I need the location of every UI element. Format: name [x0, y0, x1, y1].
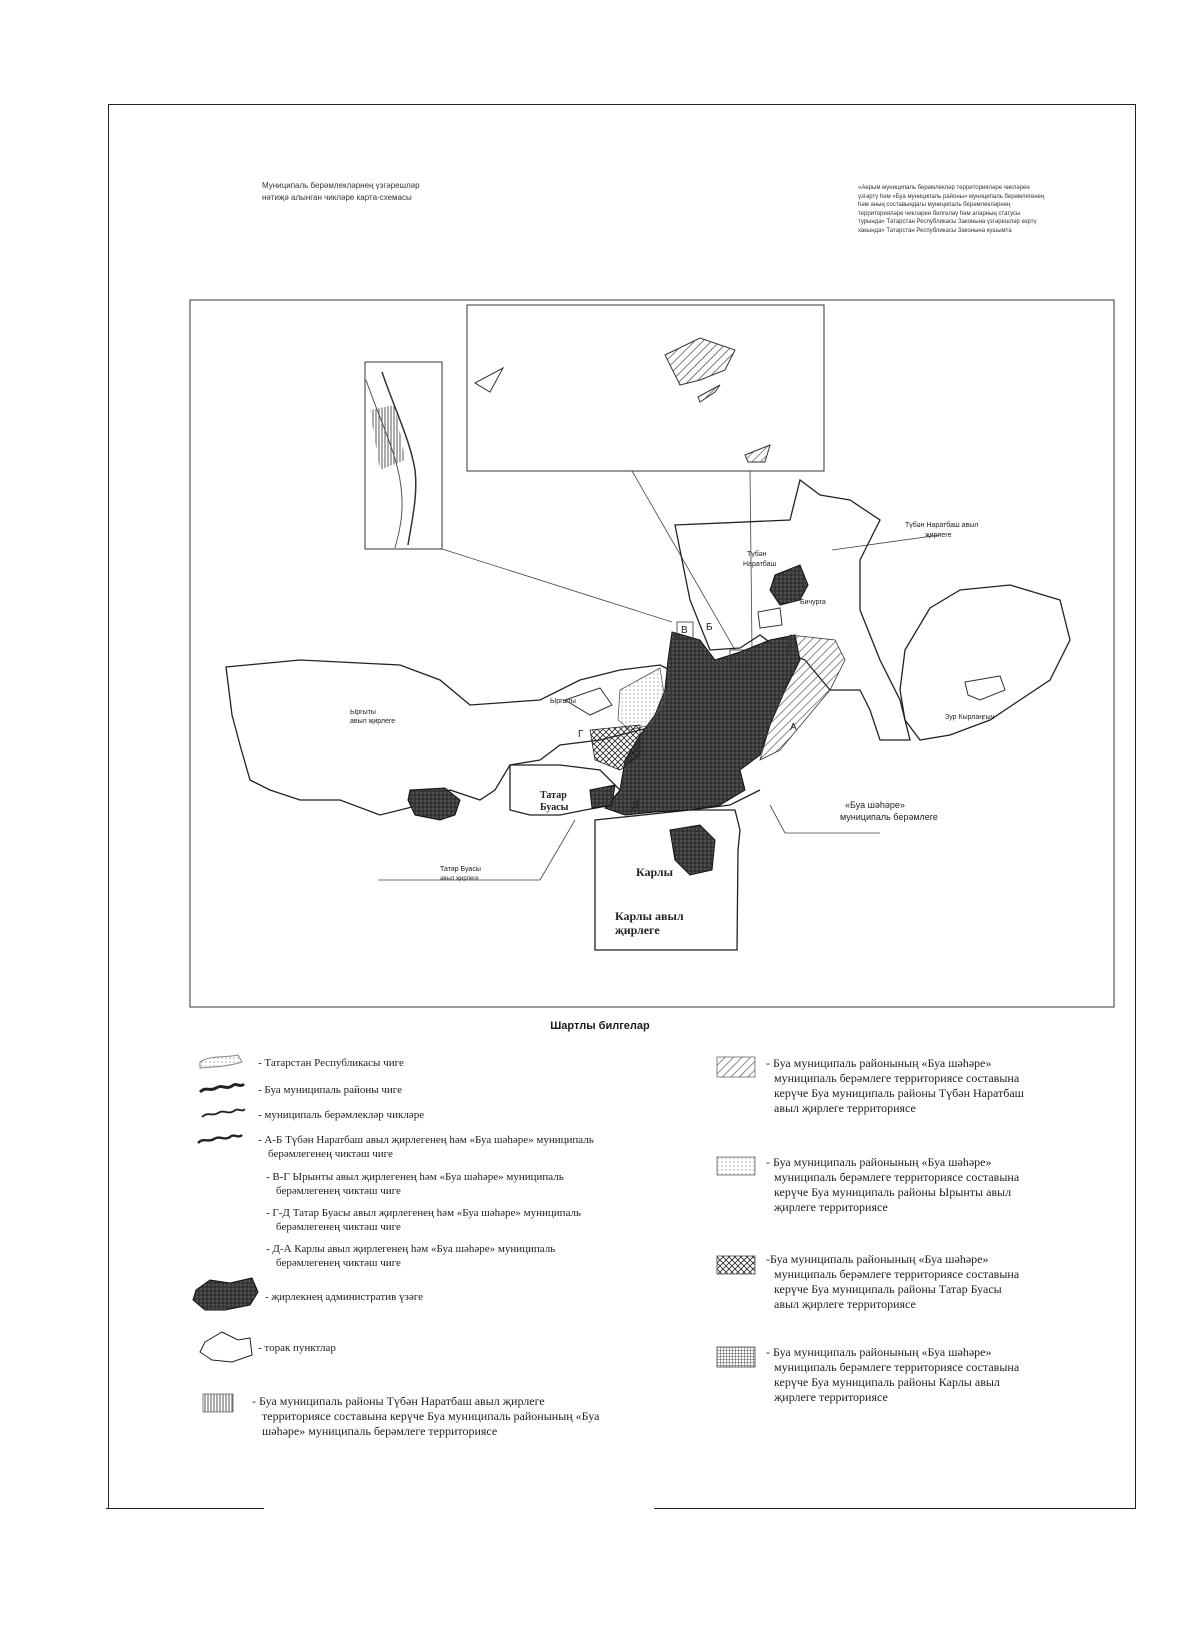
- label-bichurga: Бичурга: [800, 599, 826, 606]
- label-yrynty: Ыргыты: [550, 698, 576, 705]
- label-bua-city: муниципаль берәмлеге: [840, 812, 938, 822]
- law-note-line: хакында» Татарстан Республикасы Законына кушымта: [858, 227, 1012, 234]
- legend-text: муниципаль берәмлеге территориясе составына: [774, 1360, 1020, 1374]
- legend-text: авыл җирлеге территориясе: [774, 1101, 916, 1115]
- municipal-border-icon: [202, 1109, 245, 1117]
- label-tatar-region: авыл җирлеге: [440, 876, 479, 882]
- admin-center-icon: [193, 1278, 258, 1310]
- legend-item: [766, 1155, 1019, 1215]
- legend-text: берәмлегенең чиктәш чиге: [276, 1185, 401, 1197]
- legend-item: [258, 1133, 594, 1161]
- legend-text: муниципаль берәмлеге территориясе составына: [774, 1267, 1020, 1281]
- legend-text: җирлеге территориясе: [774, 1200, 888, 1214]
- legend-text: - В-Г Ырынты авыл җирлегенең һәм «Буа шәһәре» муниципаль: [266, 1171, 564, 1183]
- legend-text: - Буа муниципаль районы чиге: [258, 1084, 403, 1096]
- legend-text: - Буа муниципаль районының «Буа шәһәре»: [766, 1155, 992, 1169]
- legend-text: территориясе составына керүче Буа муниципаль районының «Буа: [262, 1409, 600, 1423]
- admin-center-tatar: [590, 785, 615, 808]
- label-karly-region: Карлы авыл: [615, 909, 684, 923]
- legend-text: - Г-Д Татар Буасы авыл җирлегенең һәм «Буа шәһәре» муниципаль: [266, 1207, 582, 1219]
- law-note-line: һәм аның составындагы муниципаль берәмлекләрнең: [858, 202, 1011, 208]
- legend-item: [766, 1056, 1024, 1116]
- legend-heading: Шартлы билгелар: [550, 1020, 650, 1032]
- vertical-hatch-icon: [203, 1394, 233, 1412]
- label-bua-city: «Буа шәһәре»: [845, 800, 905, 810]
- legend-text: - Буа муниципаль районы Түбән Наратбаш авыл җирлеге: [252, 1394, 545, 1408]
- diagonal-hatch-icon: [717, 1057, 755, 1077]
- legend-text: - Д-А Карлы авыл җирлегенең һәм «Буа шәһәре» муниципаль: [266, 1243, 556, 1255]
- legend-text: - җирлекнең административ үзәге: [265, 1291, 424, 1303]
- label-yrynty-region: авыл җирлеге: [350, 718, 396, 725]
- settlement-outline: [758, 608, 782, 628]
- legend-item: [258, 1341, 336, 1355]
- admin-center-karly: [670, 825, 715, 875]
- legend-item: [266, 1170, 564, 1198]
- legend-item: [766, 1345, 1019, 1405]
- law-note-line: турында» Татарстан Республикасы Законына үзгәрешләр кертү: [858, 219, 1037, 225]
- settlement-outline: [965, 676, 1005, 700]
- legend-text: муниципаль берәмлеге территориясе составына: [774, 1170, 1020, 1184]
- legend-text: - Буа муниципаль районының «Буа шәһәре»: [766, 1345, 992, 1359]
- map-title-line: нәтиҗә алынган чикләре карта-схемасы: [262, 193, 412, 202]
- law-note-line: «Аерым муниципаль берәмлекләр территорияләре чикләрен: [858, 185, 1030, 191]
- cross-hatch-icon: [717, 1256, 755, 1274]
- label-tatar-buasy: Буасы: [540, 802, 569, 813]
- republic-border-icon: [200, 1055, 242, 1068]
- label-tatar-buasy: Татар: [540, 790, 567, 801]
- legend-item: [265, 1290, 423, 1304]
- point-g-label: Г: [578, 729, 584, 740]
- label-zur-kyrlay: Зур Кырлаңгыч: [945, 714, 995, 721]
- legend-text: керүче Буа муниципаль районы Түбән Наратбаш: [774, 1086, 1024, 1100]
- legend-item: [252, 1394, 599, 1439]
- legend-item: [266, 1242, 555, 1270]
- settlement-icon: [200, 1332, 252, 1362]
- label-tuben-region: җирлеге: [925, 532, 952, 539]
- legend-text: берәмлегенең чиктәш чиге: [276, 1257, 401, 1269]
- district-border-icon: [200, 1084, 244, 1092]
- label-yrynty-region: Ыргыты: [350, 709, 376, 716]
- label-tuben-region: Түбән Наратбаш авыл: [905, 522, 979, 529]
- legend-text: берәмлегенең чиктәш чиге: [276, 1221, 401, 1233]
- legend-item: [766, 1252, 1019, 1312]
- legend-text: муниципаль берәмлеге территориясе составына: [774, 1071, 1020, 1085]
- inset-top: [467, 305, 824, 471]
- legend-text: - муниципаль берәмлекләр чикләре: [258, 1109, 425, 1121]
- label-karly: Карлы: [636, 865, 674, 879]
- point-a-label: А: [790, 722, 797, 733]
- legend-text: шәһәре» муниципаль берәмлеге территориясе: [262, 1424, 498, 1438]
- inset-left: [365, 362, 442, 549]
- label-tatar-region: Татар Буасы: [440, 866, 481, 873]
- grid-hatch-icon: [717, 1347, 755, 1367]
- legend-text: керүче Буа муниципаль районы Татар Буасы: [774, 1282, 1002, 1296]
- legend-text: - А-Б Түбән Наратбаш авыл җирлегенең һәм «Буа шәһәре» муниципаль: [258, 1134, 594, 1146]
- legend-text: -Буа муниципаль районының «Буа шәһәре»: [766, 1252, 989, 1266]
- legend-text: - Татарстан Республикасы чиге: [258, 1057, 404, 1069]
- label-tuben-village: Наратбаш: [743, 561, 777, 568]
- map-title-line: Муниципаль берәмлекләрнең үзгәрешләр: [262, 181, 420, 190]
- legend-text: - торак пунктлар: [258, 1342, 336, 1354]
- legend-text: берәмлегенең чиктәш чиге: [268, 1148, 393, 1160]
- legend-text: керүче Буа муниципаль районы Ырынты авыл: [774, 1185, 1012, 1199]
- label-tuben-village: Түбән: [747, 551, 767, 558]
- law-note-line: территорияләре чикләрен билгеләү һәм аларның статусы: [858, 210, 1021, 217]
- point-d-label: Д: [632, 800, 639, 811]
- point-v-label: В: [681, 625, 688, 636]
- point-b-label: Б: [706, 622, 713, 633]
- law-note-line: үзгәртү һәм «Буа муниципаль районы» муниципаль берәмлегенең: [858, 193, 1045, 200]
- legend-text: авыл җирлеге территориясе: [774, 1297, 916, 1311]
- dotted-fill-icon: [717, 1157, 755, 1175]
- legend-item: [258, 1056, 404, 1070]
- legend-item: [258, 1083, 402, 1097]
- legend-text: җирлеге территориясе: [774, 1390, 888, 1404]
- legend-item: [258, 1108, 424, 1122]
- ab-border-icon: [198, 1135, 242, 1143]
- legend-item: [266, 1206, 581, 1234]
- legend-text: - Буа муниципаль районының «Буа шәһәре»: [766, 1056, 992, 1070]
- label-karly-region: җирлеге: [615, 923, 660, 937]
- legend-text: керүче Буа муниципаль районы Карлы авыл: [774, 1375, 1000, 1389]
- admin-center-yrynty: [408, 788, 460, 820]
- territory-patches: [408, 565, 1005, 875]
